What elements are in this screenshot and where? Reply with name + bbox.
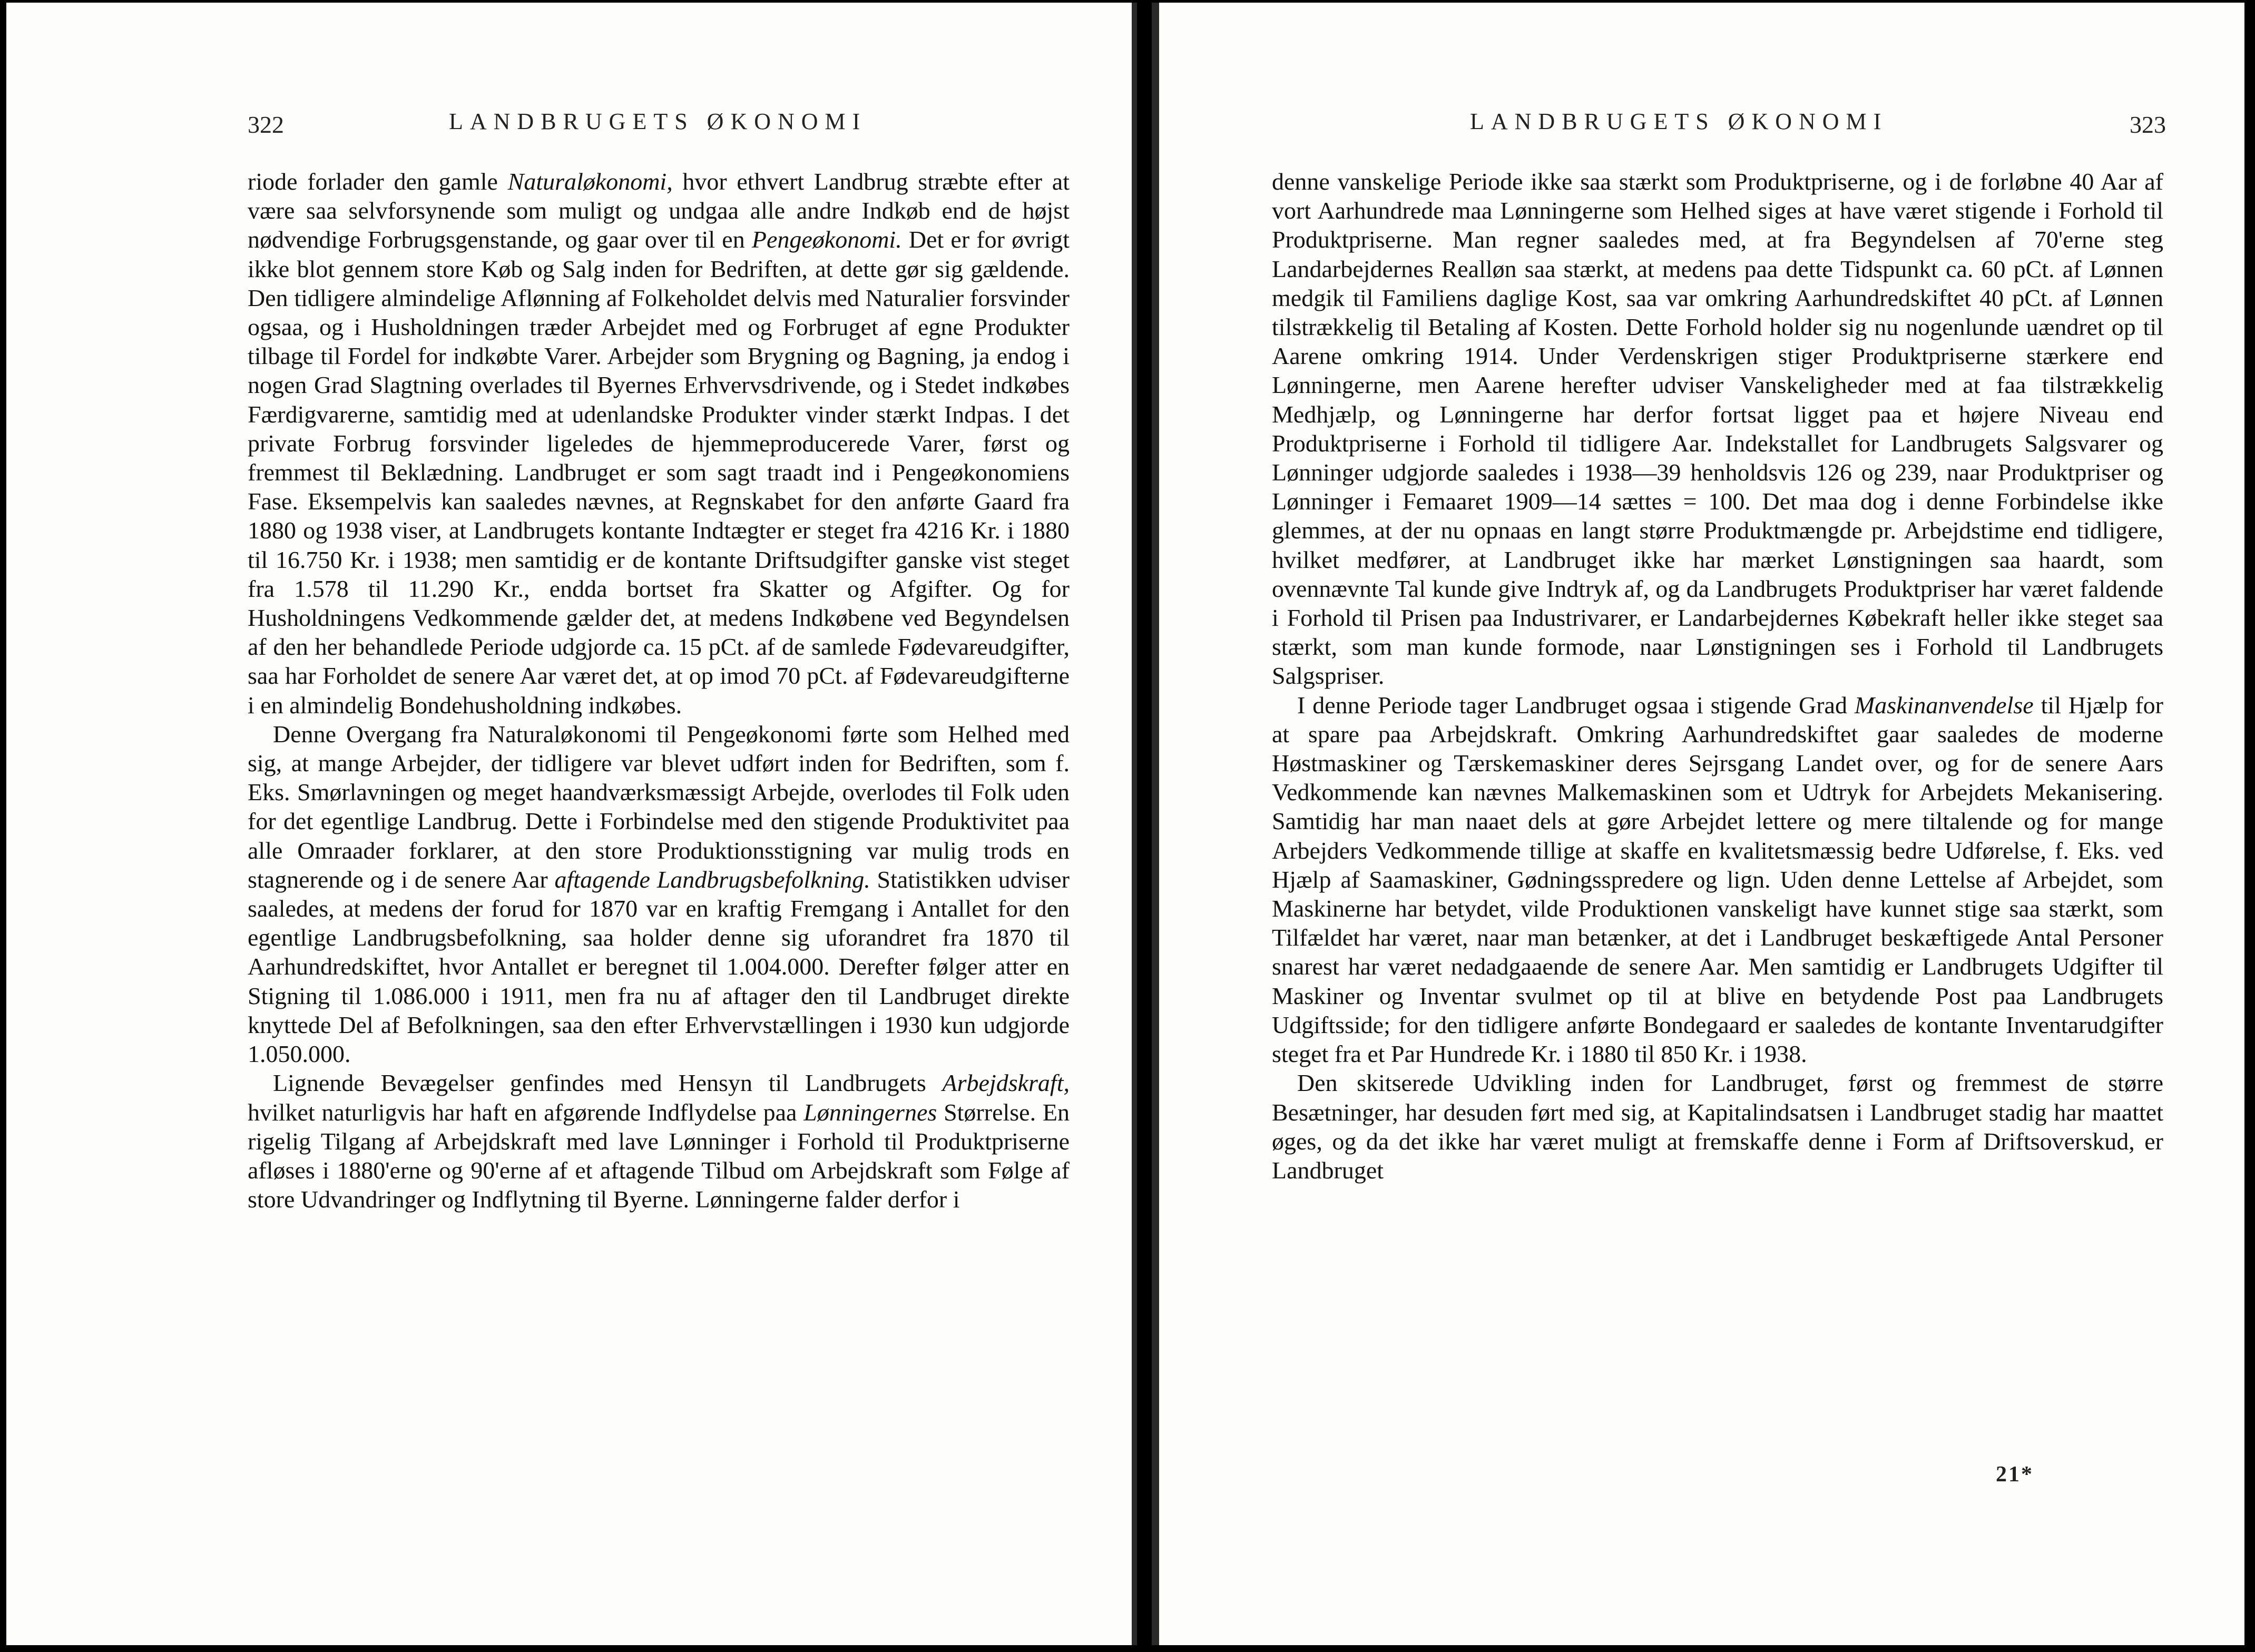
text-run: Denne Overgang fra Naturaløkonomi til Pengeøkonomi førte som Helhed med sig, at mange Arbejder, der tidligere var blevet udført inden for Bedriften, som f. Eks. Smørlavningen og meget haandværksmæssigt Arbejde, overlodes til Folk uden for det egentlige Landbrug. Dette i Forbindelse med den stigende Produktivitet paa alle Omraader forklarer, at den store Produktionsstigning var mulig trods en stagnerende og i de senere Aar xyxy=(248,720,1070,893)
italic-term: aftagende Landbrugsbefolkning. xyxy=(554,866,870,893)
page-number: 323 xyxy=(2130,111,2166,138)
italic-term: Naturaløkonomi, xyxy=(507,168,673,195)
text-run: I denne Periode tager Landbruget ogsaa i stigende Grad xyxy=(1297,691,1855,719)
text-run: hvilket naturligvis har haft en afgørende Indflydelse paa xyxy=(248,1098,804,1126)
text-run: Statistikken udviser saaledes, at medens der forud for 1870 var en kraftig Fremgang i Antallet for den egentlige Landbrugsbefolkning, saa holder denne sig uforandret fra 1870 til Aarhundredskiftet, hvor Antallet er beregnet til 1.004.000. Derefter følger atter en Stigning til 1.086.000 i 1911, men fra nu af aftager den til Landbruget direkte knyttede Del af Befolkningen, saa den efter Erhvervstællingen i 1930 kun udgjorde 1.050.000. xyxy=(248,866,1070,1068)
text-run: riode forlader den gamle xyxy=(248,168,508,195)
left-page xyxy=(6,3,1137,1645)
signature-mark: 21* xyxy=(1996,1462,2034,1487)
text-run: denne vanskelige Periode ikke saa stærkt som Produktpriserne, og i de forløbne 40 Aar af vort Aarhundrede maa Lønningerne som Helhed siges at have været stigende i Forhold til Produktpriserne. Man regner saaledes med, at fra Begyndelsen af 70'erne steg Landarbejdernes Realløn saa stærkt, at medens paa dette Tidspunkt ca. 60 pCt. af Lønnen medgik til Familiens daglige Kost, saa var omkring Aarhundredskiftet 40 pCt. af Lønnen tilstrækkelig til Betaling af Kosten. Dette Forhold holder sig nu nogenlunde uændret op til Aarene omkring 1914. Under Verdenskrigen stiger Produktpriserne stærkere end Lønningerne, men Aarene herefter udviser Vanskeligheder med at faa tilstrækkelig Medhjælp, og Lønningerne har derfor fortsat ligget paa et højere Niveau end Produktpriserne i Forhold til tidligere Aar. Indekstallet for Landbrugets Salgsvarer og Lønninger udgjorde saaledes i 1938—39 henholdsvis 126 og 239, naar Produktpriser og Lønninger i Femaaret 1909—14 sættes = 100. Det maa dog i denne Forbindelse ikke glemmes, at der nu opnaas en langt større Produktmængde pr. Arbejdstime end tidligere, hvilket medfører, at Landbruget ikke har mærket Lønstigningen saa haardt, som ovennævnte Tal kunde give Indtryk af, og da Landbrugets Produktpriser har været faldende i Forhold til Prisen paa Industrivarer, er Landarbejdernes Købekraft heller ikke steget saa stærkt, som man kunde formode, naar Lønstigningen ses i Forhold til Landbrugets Salgspriser. xyxy=(1272,168,2163,690)
text-run: Størrelse. En rigelig Tilgang af Arbejdskraft med lave Lønninger i Forhold til Produktpriserne afløses i 1880'erne og 90'erne af et aftagende Tilbud om Arbejdskraft som Følge af store Udvandringer og Indflytning til Byerne. Lønningerne falder derfor i xyxy=(248,1098,1070,1213)
paragraph xyxy=(248,1068,1070,1214)
paragraph xyxy=(248,167,1070,720)
text-run: Den skitserede Udvikling inden for Landbruget, først og fremmest de større Besætninger, har desuden ført med sig, at Kapitalindsatsen i Landbruget stadig har maattet øges, og da det ikke har været muligt at fremskaffe denne i Form af Driftsoverskud, er Landbruget xyxy=(1272,1069,2163,1184)
paragraph xyxy=(248,720,1070,1068)
text-block xyxy=(1272,167,2163,1185)
paragraph xyxy=(1272,691,2163,1069)
text-block xyxy=(248,167,1070,1214)
text-run: til Hjælp for at spare paa Arbejdskraft. Omkring Aarhundredskiftet gaar saaledes de moderne Høstmaskiner og Tærskemaskiner deres Sejrsgang Landet over, og for de senere Aars Vedkommende kan nævnes Malkemaskinen som et Udtryk for Arbejdets Mekanisering. Samtidig har man naaet dels at gøre Arbejdet lettere og mere tiltalende og for mange Arbejders Vedkommende tillige at skaffe en kvalitetsmæssig bedre Udførelse, f. Eks. ved Hjælp af Saamaskiner, Gødningsspredere og lign. Uden denne Lettelse af Arbejdet, som Maskinerne har betydet, vilde Produktionen vanskeligt have kunnet stige saa stærkt, som Tilfældet har været, naar man betænker, at det i Landbruget beskæftigede Antal Personer snarest har været nedadgaaende de senere Aar. Men samtidig er Landbrugets Udgifter til Maskiner og Inventar svulmet op til at blive en betydende Post paa Landbrugets Udgiftsside; for den tidligere anførte Bondegaard er saaledes de kontante Inventarudgifter steget fra et Par Hundrede Kr. i 1880 til 850 Kr. i 1938. xyxy=(1272,691,2163,1068)
right-page xyxy=(1152,3,2244,1645)
running-head: LANDBRUGETS ØKONOMI xyxy=(449,109,867,134)
paragraph xyxy=(1272,1068,2163,1185)
italic-term: Lønningernes xyxy=(803,1098,937,1126)
text-run: Det er for øvrigt ikke blot gennem store Køb og Salg inden for Bedriften, at dette gør sig gældende. Den tidligere almindelige Aflønning af Folkeholdet delvis med Naturalier forsvinder ogsaa, og i Husholdningen træder Arbejdet med og Forbruget af egne Produkter tilbage til Fordel for indkøbte Varer. Arbejder som Brygning og Bagning, ja endog i nogen Grad Slagtning overlades til Byernes Erhvervsdrivende, og i Stedet indkøbes Færdigvarerne, samtidig med at udenlandske Produkter vinder stærkt Indpas. I det private Forbrug forsvinder ligeledes de hjemmeproducerede Varer, først og fremmest til Beklædning. Landbruget er som sagt traadt ind i Pengeøkonomiens Fase. Eksempelvis kan saaledes nævnes, at Regnskabet for den anførte Gaard fra 1880 og 1938 viser, at Landbrugets kontante Indtægter er steget fra 4216 Kr. i 1880 til 16.750 Kr. i 1938; men samtidig er de kontante Driftsudgifter ganske vist steget fra 1.578 til 11.290 Kr., endda bortset fra Skatter og Afgifter. Og for Husholdningens Vedkommende gælder det, at medens Indkøbene ved Begyndelsen af den her behandlede Periode udgjorde ca. 15 pCt. af de samlede Fødevareudgifter, saa har Forholdet de senere Aar været det, at op imod 70 pCt. af Fødevareudgifterne i en almindelig Bondehusholdning indkøbes. xyxy=(248,226,1070,719)
page-number: 322 xyxy=(248,111,284,138)
running-head: LANDBRUGETS ØKONOMI xyxy=(1470,109,1888,134)
italic-term: Maskinanvendelse xyxy=(1854,691,2034,719)
text-run: hvor ethvert Landbrug stræbte efter at være saa selvforsynende som muligt og undgaa alle andre Indkøb end de højst nødvendige Forbrugsgenstande, og gaar over til en xyxy=(248,168,1070,253)
text-run: Lignende Bevægelser genfindes med Hensyn til Landbrugets xyxy=(273,1069,943,1097)
paragraph xyxy=(1272,167,2163,691)
italic-term: Arbejdskraft, xyxy=(942,1069,1070,1097)
italic-term: Pengeøkonomi. xyxy=(751,226,902,253)
